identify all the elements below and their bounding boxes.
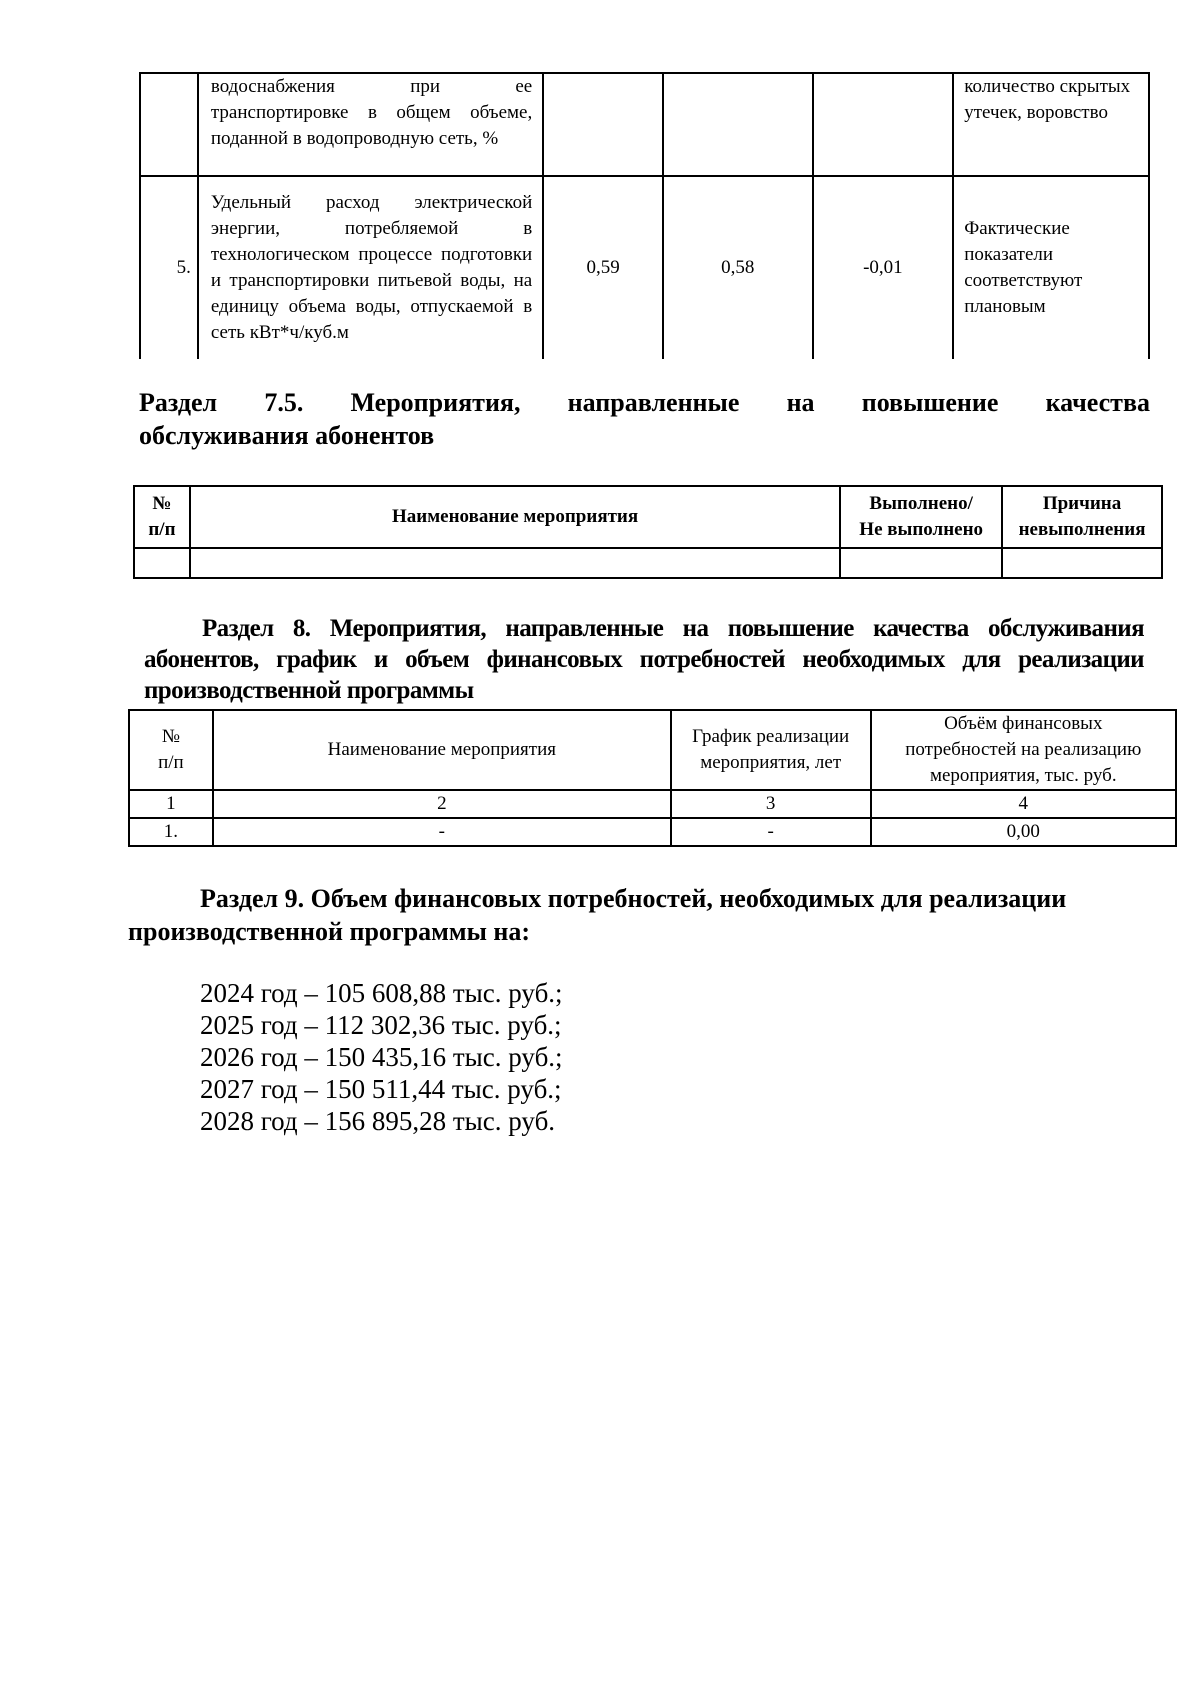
plan-value	[543, 73, 663, 176]
table-row	[140, 176, 1149, 359]
fact-value: 0,58	[663, 176, 813, 359]
measure-name: -	[213, 818, 671, 846]
section-8-table	[128, 709, 1177, 847]
header-name: Наименование мероприятия	[213, 710, 671, 790]
table-row	[134, 548, 1162, 578]
deviation-value	[813, 73, 954, 176]
empty-cell	[134, 548, 190, 578]
list-item: 2025 год – 112 302,36 тыс. руб.;	[200, 1010, 562, 1040]
list-item: 2027 год – 150 511,44 тыс. руб.;	[200, 1074, 562, 1104]
indicator-description: водоснабжения при ее транспортировке в общем объеме, поданной в водопроводную сеть, %	[198, 73, 543, 176]
deviation-value: -0,01	[813, 176, 954, 359]
table-row	[129, 818, 1176, 846]
section-7-5-title-line2: обслуживания абонентов	[139, 421, 435, 450]
column-number: 1	[129, 790, 213, 818]
row-number: 1.	[129, 818, 213, 846]
header-done: Выполнено/ Не выполнено	[840, 486, 1002, 548]
note-cell: Фактические показатели соответствуют плановым	[953, 176, 1149, 359]
section-7-5-title	[139, 386, 1150, 452]
indicator-description: Удельный расход электрической энергии, потребляемой в технологическом процессе подготовки и транспортировки питьевой воды, на единицу объема воды, отпускаемой в сеть кВт*ч/куб.м	[198, 176, 543, 359]
column-number: 3	[671, 790, 871, 818]
measure-finance: 0,00	[871, 818, 1176, 846]
plan-value: 0,59	[543, 176, 663, 359]
note-cell: количество скрытых утечек, воровство	[953, 73, 1149, 176]
header-finance: Объём финансовых потребностей на реализацию мероприятия, тыс. руб.	[871, 710, 1176, 790]
list-item: 2024 год – 105 608,88 тыс. руб.;	[200, 978, 563, 1008]
section-8-title: Раздел 8. Мероприятия, направленные на повышение качества обслуживания абонентов, график и объем финансовых потребностей необходимых для реализации производственной программы	[144, 615, 1144, 704]
empty-cell	[190, 548, 840, 578]
table-header-row	[129, 710, 1176, 790]
header-schedule: График реализации мероприятия, лет	[671, 710, 871, 790]
header-num: № п/п	[134, 486, 190, 548]
header-name: Наименование мероприятия	[190, 486, 840, 548]
row-number	[140, 73, 198, 176]
row-number: 5.	[140, 176, 198, 359]
section-7-5-table	[133, 485, 1163, 579]
list-item: 2026 год – 150 435,16 тыс. руб.;	[200, 1042, 563, 1072]
indicators-table	[139, 72, 1150, 359]
table-header-row	[134, 486, 1162, 548]
header-num: № п/п	[129, 710, 213, 790]
section-7-5-title-line1: Раздел 7.5. Мероприятия, направленные на повышение качества	[139, 388, 1150, 417]
table-row	[140, 73, 1149, 176]
list-item: 2028 год – 156 895,28 тыс. руб.	[200, 1106, 556, 1136]
header-reason: Причина невыполнения	[1002, 486, 1162, 548]
empty-cell	[1002, 548, 1162, 578]
column-number-row	[129, 790, 1176, 818]
section-9-title: Раздел 9. Объем финансовых потребностей, необходимых для реализации производственной программы на:	[128, 884, 1067, 946]
empty-cell	[840, 548, 1002, 578]
financial-needs-list	[200, 977, 563, 1137]
measure-schedule: -	[671, 818, 871, 846]
fact-value	[663, 73, 813, 176]
column-number: 2	[213, 790, 671, 818]
column-number: 4	[871, 790, 1176, 818]
